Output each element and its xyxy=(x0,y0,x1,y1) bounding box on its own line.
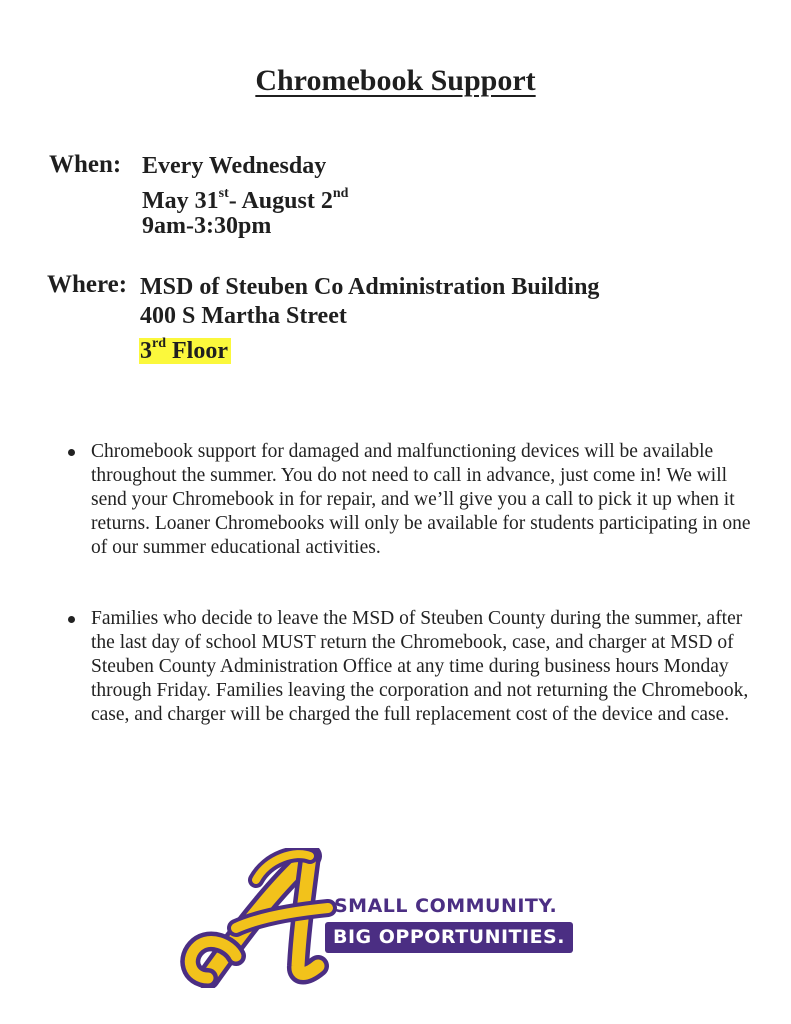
where-building: MSD of Steuben Co Administration Building xyxy=(140,274,600,300)
bullet-text: Chromebook support for damaged and malfunctioning devices will be available throughout the summer. You do not need to call in advance, just come in! We will send your Chromebook in for repair, and we’ll give you a call to pick it up when it returns. Loaner Chromebooks will only be available for students participating in one of our summer educational activities. xyxy=(91,441,751,558)
when-time: 9am-3:30pm xyxy=(142,213,272,239)
date-end: August 2 xyxy=(241,188,333,214)
where-floor xyxy=(139,331,231,366)
when-label: When: xyxy=(49,151,122,178)
where-street: 400 S Martha Street xyxy=(140,303,347,329)
floor-suffix: rd xyxy=(152,336,166,351)
date-end-suffix: nd xyxy=(332,186,349,201)
page-title-text: Chromebook Support xyxy=(255,64,536,97)
floor-word: Floor xyxy=(166,338,228,364)
bullet-list-2 xyxy=(66,607,756,727)
where-label: Where: xyxy=(47,271,128,298)
slogan-line-2: BIG OPPORTUNITIES. xyxy=(325,922,573,953)
bullet-list-1 xyxy=(66,440,756,560)
list-item xyxy=(66,607,756,727)
slogan-line-1: SMALL COMMUNITY. xyxy=(334,895,558,917)
date-separator: - xyxy=(228,188,242,214)
bullet-dot xyxy=(68,616,75,623)
date-start-suffix: st xyxy=(218,186,229,201)
bullet-text: Families who decide to leave the MSD of Steuben County during the summer, after the last day of school MUST return the Chromebook, case, and charger at MSD of Steuben County Administration Office at any time during business hours Monday through Friday. Families leaving the corporation and not returning the Chromebook, case, and charger will be charged the full replacement cost of the device and case. xyxy=(91,608,749,725)
page-title xyxy=(0,62,791,100)
district-logo xyxy=(178,848,578,988)
date-start: May 31 xyxy=(142,188,219,214)
script-a-logo-icon xyxy=(178,848,338,988)
bullet-dot xyxy=(68,449,75,456)
list-item xyxy=(66,440,756,560)
floor-number: 3 xyxy=(140,338,152,364)
floor-highlight xyxy=(139,338,231,364)
when-day: Every Wednesday xyxy=(142,153,327,179)
